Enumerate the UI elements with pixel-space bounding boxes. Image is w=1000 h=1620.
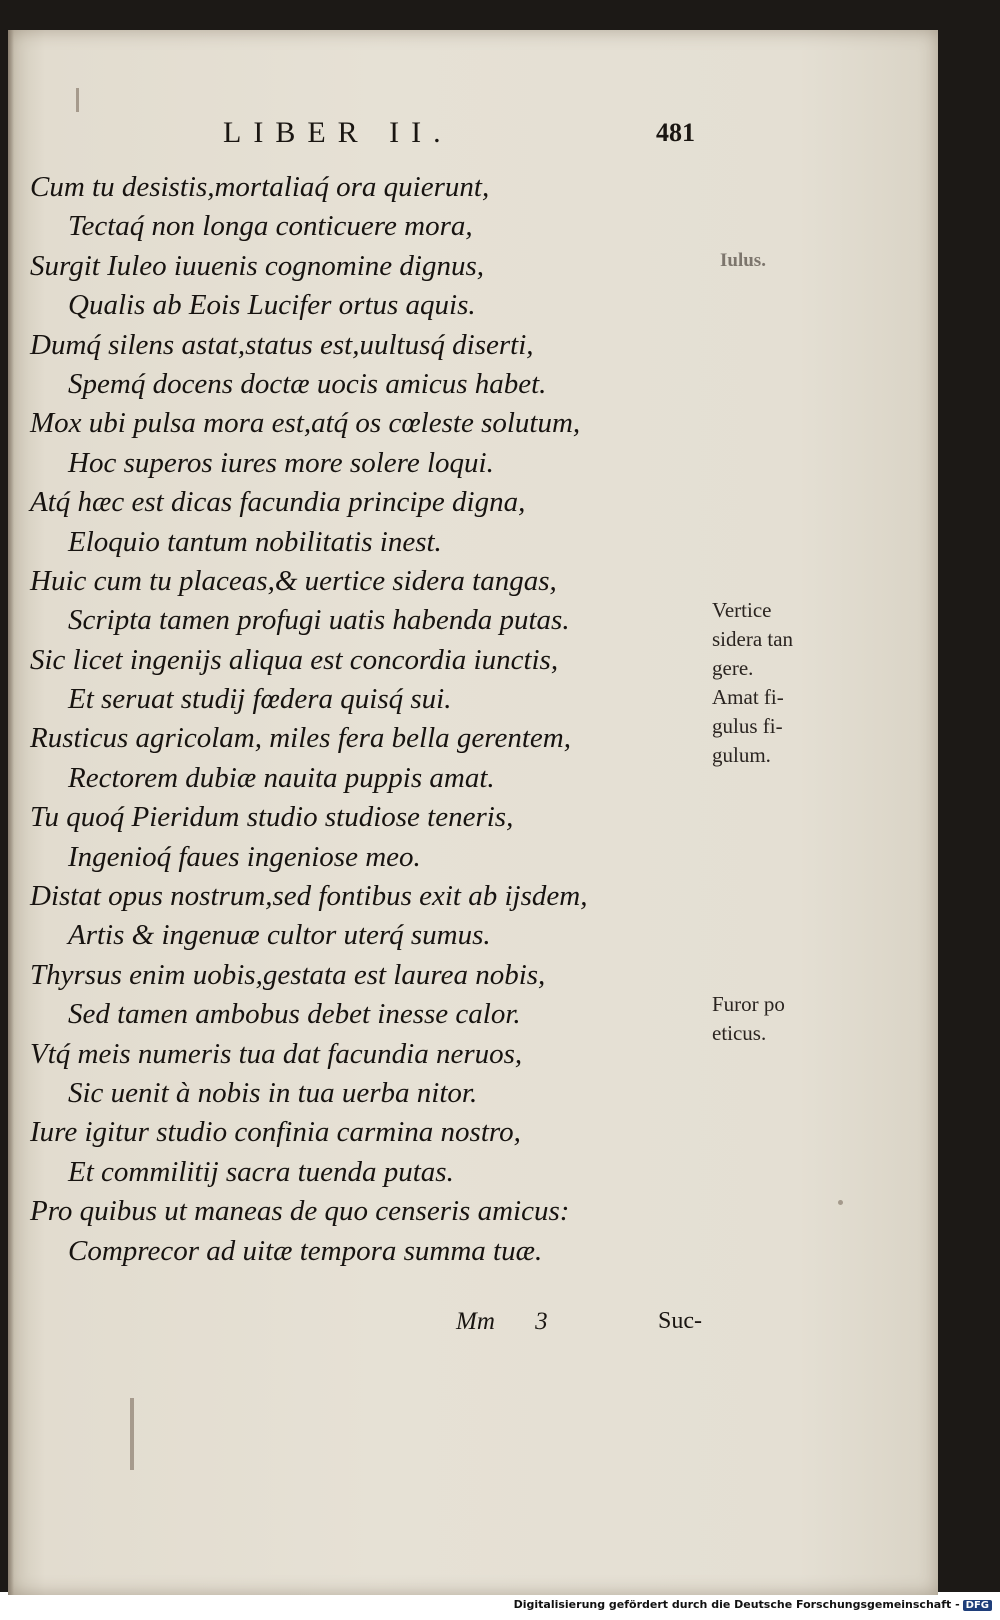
dfg-logo: DFG bbox=[963, 1600, 992, 1611]
verse-line: Surgit Iuleo iuuenis cognomine dignus, bbox=[30, 249, 485, 282]
page-number: 481 bbox=[656, 118, 695, 147]
verse-line: Atq́ hæc est dicas facundia principe digna, bbox=[30, 486, 526, 519]
margin-note-vertice: Vertice sidera tan gere. Amat fi- gulus fi- gulum. bbox=[712, 598, 794, 767]
credit-text: Digitalisierung gefördert durch die Deutsche Forschungsgemeinschaft - bbox=[513, 1598, 960, 1611]
verse-line: Tu quoq́ Pieridum studio studiose teneris, bbox=[30, 801, 514, 834]
catchword: Suc- bbox=[658, 1308, 702, 1334]
verse-line: Et commilitij sacra tuenda putas. bbox=[68, 1155, 454, 1188]
verse-line: Distat opus nostrum,sed fontibus exit ab ijsdem, bbox=[30, 880, 588, 913]
ink-stain bbox=[130, 1398, 134, 1470]
running-head: LIBER II. bbox=[223, 116, 453, 149]
verse-line: Thyrsus enim uobis,gestata est laurea nobis, bbox=[30, 958, 546, 991]
verse-line: Sic uenit à nobis in tua uerba nitor. bbox=[68, 1076, 478, 1109]
verse-line: Huic cum tu placeas,& uertice sidera tangas, bbox=[30, 564, 557, 597]
verse-line: Qualis ab Eois Lucifer ortus aquis. bbox=[68, 289, 476, 322]
verse-line: Et seruat studij fœdera quisq́ sui. bbox=[68, 683, 452, 716]
verse-line: Rectorem dubiæ nauita puppis amat. bbox=[68, 761, 495, 794]
verse-line: Tectaq́ non longa conticuere mora, bbox=[68, 210, 473, 243]
verse-line: Ingenioq́ faues ingeniose meo. bbox=[68, 840, 421, 873]
verse-line: Rusticus agricolam, miles fera bella gerentem, bbox=[30, 722, 571, 755]
verse-line: Iure igitur studio confinia carmina nostro, bbox=[30, 1116, 521, 1149]
book-page bbox=[8, 30, 938, 1595]
verse-line: Sic licet ingenijs aliqua est concordia iunctis, bbox=[30, 643, 559, 676]
verse-line: Vtq́ meis numeris tua dat facundia neruos, bbox=[30, 1037, 523, 1070]
verse-line: Scripta tamen profugi uatis habenda putas. bbox=[68, 604, 570, 637]
verse-line: Sed tamen ambobus debet inesse calor. bbox=[68, 998, 521, 1031]
margin-note-iulus: Iulus. bbox=[720, 250, 766, 271]
verse-block bbox=[8, 168, 608, 1271]
ink-stain bbox=[76, 88, 79, 112]
verse-line: Spemq́ docens doctæ uocis amicus habet. bbox=[68, 367, 547, 400]
verse-line: Comprecor ad uitæ tempora summa tuæ. bbox=[68, 1234, 543, 1267]
verse-line: Pro quibus ut maneas de quo censeris amicus: bbox=[30, 1195, 570, 1228]
verse-line: Artis & ingenuæ cultor uterq́ sumus. bbox=[68, 919, 491, 952]
verse-line: Cum tu desistis,mortaliaq́ ora quierunt, bbox=[30, 171, 490, 203]
ink-stain bbox=[838, 1200, 843, 1205]
page-header bbox=[8, 116, 938, 156]
verse-line: Mox ubi pulsa mora est,atq́ os cœleste solutum, bbox=[30, 407, 581, 440]
margin-note-furor: Furor po eticus. bbox=[712, 992, 785, 1045]
verse-line: Eloquio tantum nobilitatis inest. bbox=[68, 525, 442, 558]
verse-line: Hoc superos iures more solere loqui. bbox=[68, 446, 494, 479]
verse-line: Dumq́ silens astat,status est,uultusq́ diserti, bbox=[30, 328, 534, 361]
digitization-credit bbox=[0, 1598, 992, 1611]
signature-mark: Mm 3 bbox=[456, 1308, 548, 1335]
